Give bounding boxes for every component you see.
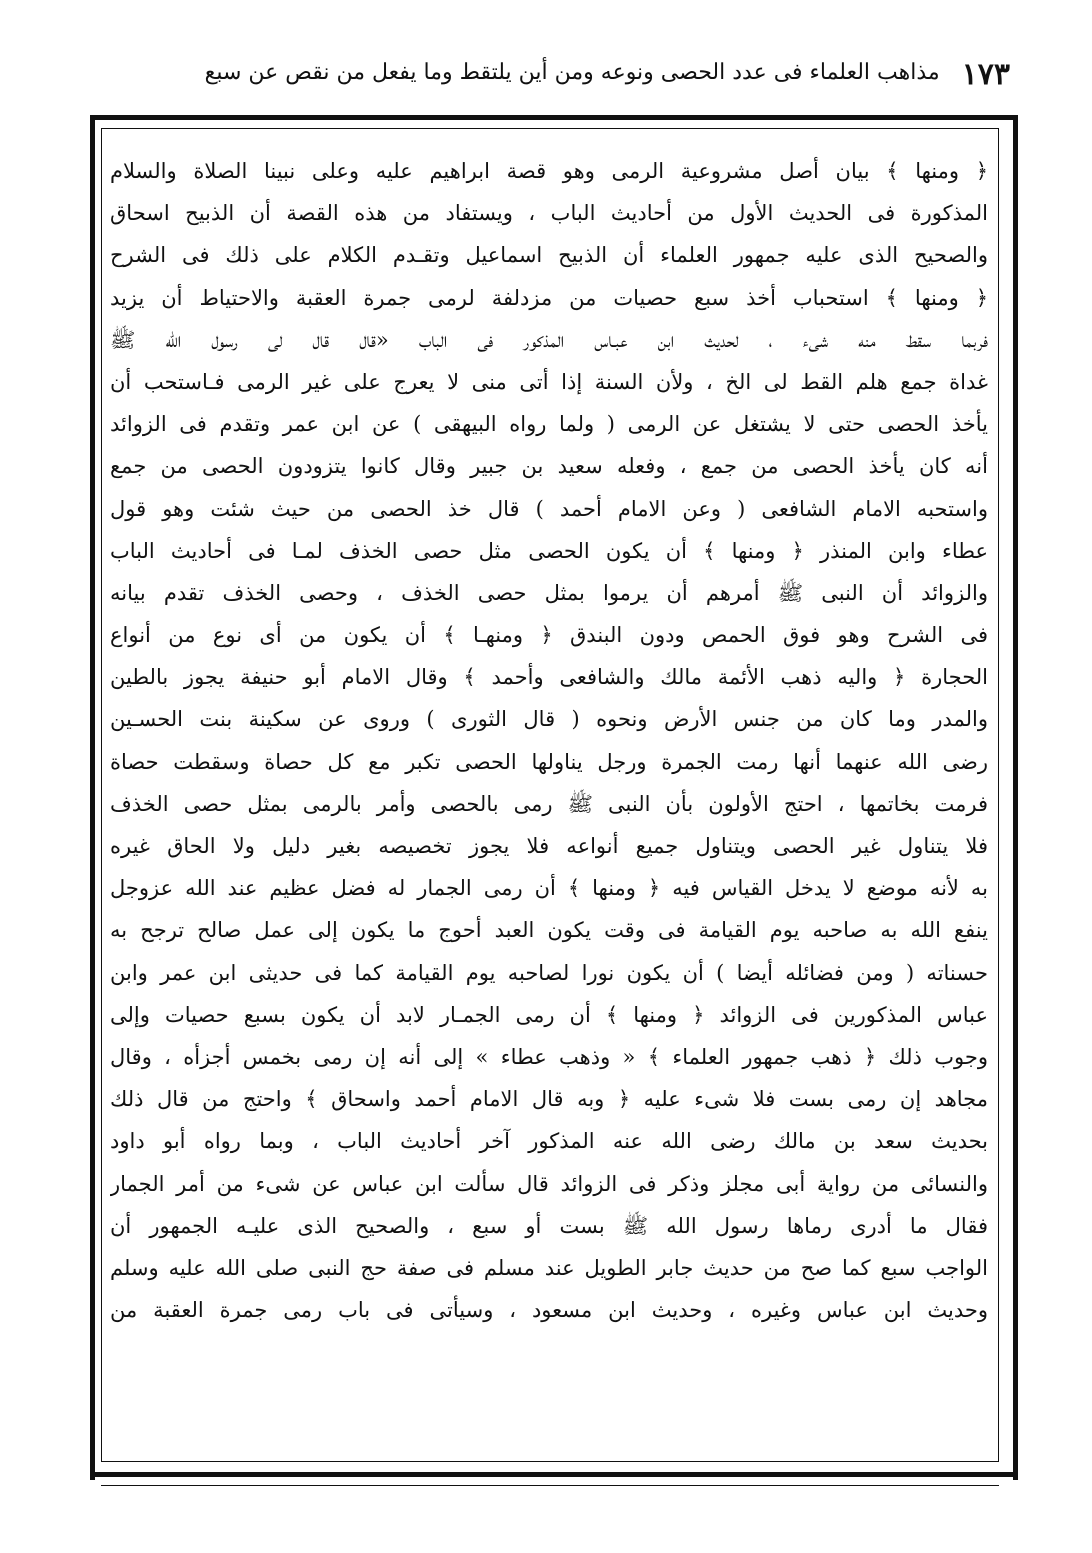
text-line: فلا يتناول غير الحصى ويتناول جميع أنواعه فلا يجوز تخصيصه بغير دليل ولا الحاق غيره (110, 834, 988, 858)
text-line: والنسائى من رواية أبى مجلز وذكر فى الزوائد قال سألت ابن عباس عن شىء من أمر الجمار (110, 1171, 988, 1196)
text-line: فقال ما أدرى رماها رسول الله ﷺ بست أو سبع ، والصحيح الذى عليـه الجمهور أن (110, 1213, 988, 1238)
text-line: بحديث سعد بن مالك رضى الله عنه المذكور آخر أحاديث الباب ، وبما رواه أبو داود (110, 1129, 988, 1154)
text-line: والصحيح الذى عليه جمهور العلماء أن الذبيح اسماعيل وتقـدم الكلام على ذلك فى الشرح (110, 243, 988, 268)
bottom-rule (101, 1461, 999, 1462)
text-line: أنه كان يأخذ الحصى من جمع ، وفعله سعيد بن جبير وقال كانوا يتزودون الحصى من جمع (110, 454, 988, 479)
text-line: والزوائد أن النبى ﷺ أمرهم أن يرموا بمثل حصى الخذف ، وحصى الخذف تقدم بيانه (110, 580, 988, 605)
text-line: ينفع الله به صاحبه يوم القيامة فى وقت يكون العبد أحوج ما يكون إلى عمل صالح ترجح به (110, 918, 988, 943)
bottom-rule (101, 1485, 999, 1486)
text-line: فربما سقط منه شىء ، لحديث ابن عبـاس المذكور فى الباب «قال قال لى رسول الله ﷺ (110, 327, 988, 352)
text-line: واستحبه الامام الشافعى ( وعن الامام أحمد ) قال خذ الحصى من حيث شئت وهو قول (110, 496, 988, 521)
text-line: المذكورة فى الحديث الأول من أحاديث الباب ، ويستفاد من هذه القصة أن الذبيح اسحاق (110, 201, 988, 226)
text-line: رضى الله عنهما أنها رمت الجمرة ورجل يناولها الحصى تكبر مع كل حصاة وسقطت حصاة (110, 749, 988, 774)
text-line: عباس المذكورين فى الزوائد ﴿ ومنها ﴾ أن رمى الجمـار لابد أن يكون بسبع حصيات وإلى (110, 1002, 988, 1027)
body-text (110, 150, 988, 1373)
text-line (110, 1331, 988, 1373)
text-line: الواجب سبع كما صح من حديث جابر الطويل عند مسلم فى صفة حج النبى صلى الله عليه وسلم (110, 1255, 988, 1280)
text-line: مجاهد إن رمى بست فلا شىء عليه ﴿ وبه قال الامام أحمد واسحاق ﴾ واحتج من قال ذلك (110, 1087, 988, 1112)
page-number: ١٧٣ (961, 57, 1010, 92)
text-line: ﴿ ومنها ﴾ استحباب أخذ سبع حصيات من مزدلفة لرمى جمرة العقبة والاحتياط أن يزيد (110, 285, 988, 310)
text-line: وجوب ذلك ﴿ ذهب جمهور العلماء ﴾ « وذهب عطاء » إلى أنه إن رمى بخمس أجزأه ، وقال (110, 1044, 988, 1069)
bottom-rule-thick (90, 1472, 1018, 1477)
text-line: وحديث ابن عباس وغيره ، وحديث ابن مسعود ، وسيأتى فى باب رمى جمرة العقبة من (110, 1298, 988, 1323)
text-line: يأخذ الحصى حتى لا يشتغل عن الرمى ( ولما رواه البيهقى ) عن ابن عمر وتقدم فى الزوائد (110, 412, 988, 437)
text-line: به لأنه موضع لا يدخل القياس فيه ﴿ ومنها ﴾ أن رمى الجمار له فضل عظيم عند الله عزوجل (110, 876, 988, 901)
text-line: فى الشرح وهو فوق الحمص ودون البندق ﴿ ومنهـا ﴾ أن يكون من أى نوع من أنواع (110, 623, 988, 648)
text-line: فرمت بخاتمها ، احتج الأولون بأن النبى ﷺ رمى بالحصى وأمر بالرمى بمثل حصى الخذف (110, 791, 988, 816)
text-line: ﴿ ومنها ﴾ بيان أصل مشروعية الرمى وهو قصة ابراهيم عليه وعلى نبينا الصلاة والسلام (110, 159, 988, 183)
text-line: الحجارة ﴿ واليه ذهب الأئمة مالك والشافعى وأحمد ﴾ وقال الامام أبو حنيفة يجوز بالطين (110, 665, 988, 690)
text-line: حسناته ( ومن فضائله أيضا ) أن يكون نورا لصاحبه يوم القيامة كما فى حديثى ابن عمر وابن (110, 960, 988, 985)
text-line: والمدر وما كان من جنس الأرض ونحوه ( قال الثورى ) وروى عن سكينة بنت الحسـين (110, 707, 988, 732)
text-line: عطاء وابن المنذر ﴿ ومنها ﴾ أن يكون الحصى مثل حصى الخذف لمـا فى أحاديث الباب (110, 538, 988, 563)
text-line: غداة جمع هلم القط لى الخ ، ولأن السنة إذا أتى منى لا يعرج على غير الرمى فـاستحب أن (110, 369, 988, 394)
page-header (95, 58, 1010, 98)
running-title: مذاهب العلماء فى عدد الحصى ونوعه ومن أين يلتقط وما يفعل من نقص عن سبع (204, 60, 940, 85)
